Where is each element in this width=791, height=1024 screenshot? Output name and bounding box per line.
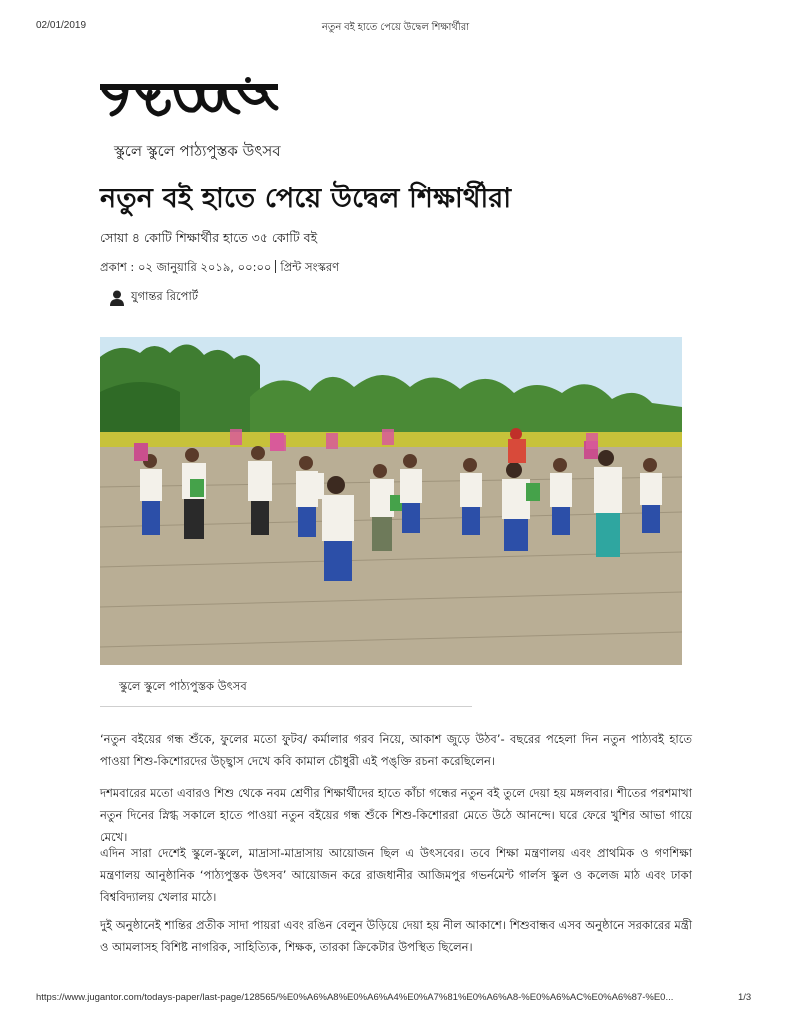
user-icon [110,290,124,306]
article-photo[interactable] [100,337,682,665]
article-kicker: স্কুলে স্কুলে পাঠ্যপুস্তক উৎসব [114,142,281,160]
article-paragraph-4: দুই অনুষ্ঠানেই শান্তির প্রতীক সাদা পায়রা এবং রঙিন বেলুন উড়িয়ে দেয়া হয় নীল আকাশে। শিশুবান্ধব এসব অনুষ্ঠানে সরকারের মন্ত্রী ও আমলাসহ বিশিষ্ট নাগরিক, সাহিত্যিক, শিক্ষক, তারকা ক্রিকেটার উপস্থিত ছিলেন। [100,917,692,954]
edition-label: প্রিন্ট সংস্করণ [280,260,340,274]
print-footer-url: https://www.jugantor.com/todays-paper/last-page/128565/%E0%A6%A8%E0%A6%A4%E0%A7%81%E0%A6%A8-%E0%A6%AC%E0%A6%87-%E0... [36,992,674,1003]
jugantor-logo[interactable] [98,76,280,120]
publish-date: প্রকাশ : ০২ জানুয়ারি ২০১৯, ০০:০০ [100,260,272,274]
logo-graphic [98,76,280,120]
meta-divider [275,260,276,273]
print-date: 02/01/2019 [36,20,87,31]
article-meta [100,259,339,278]
article-paragraph-2: দশমবারের মতো এবারও শিশু থেকে নবম শ্রেণীর শিক্ষার্থীদের হাতে কাঁচা গন্ধের নতুন বই তুলে দেয়া হয় মঙ্গলবার। শীতের পরশমাখা নতুন দিনের স্নিগ্ধ সকালে হাতে পাওয়া নতুন বইয়ের গন্ধ শুঁকে শিশু-কিশোররা মেতে উঠে আনন্দে। ঘরে ফেরে খুশির আভা গায়ে মেখে। [100,785,692,844]
article-subheadline: সোয়া ৪ কোটি শিক্ষার্থীর হাতে ৩৫ কোটি বই [100,230,318,245]
article-author [110,288,198,307]
article-paragraph-1: ‘নতুন বইয়ের গন্ধ শুঁকে, ফুলের মতো ফুটব/ কর্মালার গরব নিয়ে, আকাশ জুড়ে উঠব’- বছরের পহেলা দিন নতুন পাঠ্যবই হাতে পাওয়া শিশু-কিশোরদের উচ্ছ্বাস দেখে কবি কামাল চৌধুরী এই পঙ্‌ক্তি রচনা করেছিলেন। [100,731,692,768]
print-page-number: 1/3 [738,992,752,1003]
print-header-title: নতুন বই হাতে পেয়ে উদ্বেল শিক্ষার্থীরা [321,22,470,33]
article-paragraph-3: এদিন সারা দেশেই স্কুলে-স্কুলে, মাদ্রাসা-মাদ্রাসায় আয়োজন ছিল এ উৎসবের। তবে শিক্ষা মন্ত্রণালয় এবং প্রাথমিক ও গণশিক্ষা মন্ত্রণালয় আনুষ্ঠানিক ‘পাঠ্যপুস্তক উৎসব’ আয়োজন করে রাজধানীর আজিমপুর গভর্নমেন্ট গার্লস স্কুল ও কলেজ মাঠ এবং ঢাকা বিশ্ববিদ্যালয় খেলার মাঠে। [100,845,692,904]
photo-illustration [100,337,682,665]
photo-caption: স্কুলে স্কুলে পাঠ্যপুস্তক উৎসব [119,679,247,693]
author-name: যুগান্তর রিপোর্ট [131,289,199,303]
caption-divider [100,706,472,707]
article-headline: নতুন বই হাতে পেয়ে উদ্বেল শিক্ষার্থীরা [100,183,512,214]
